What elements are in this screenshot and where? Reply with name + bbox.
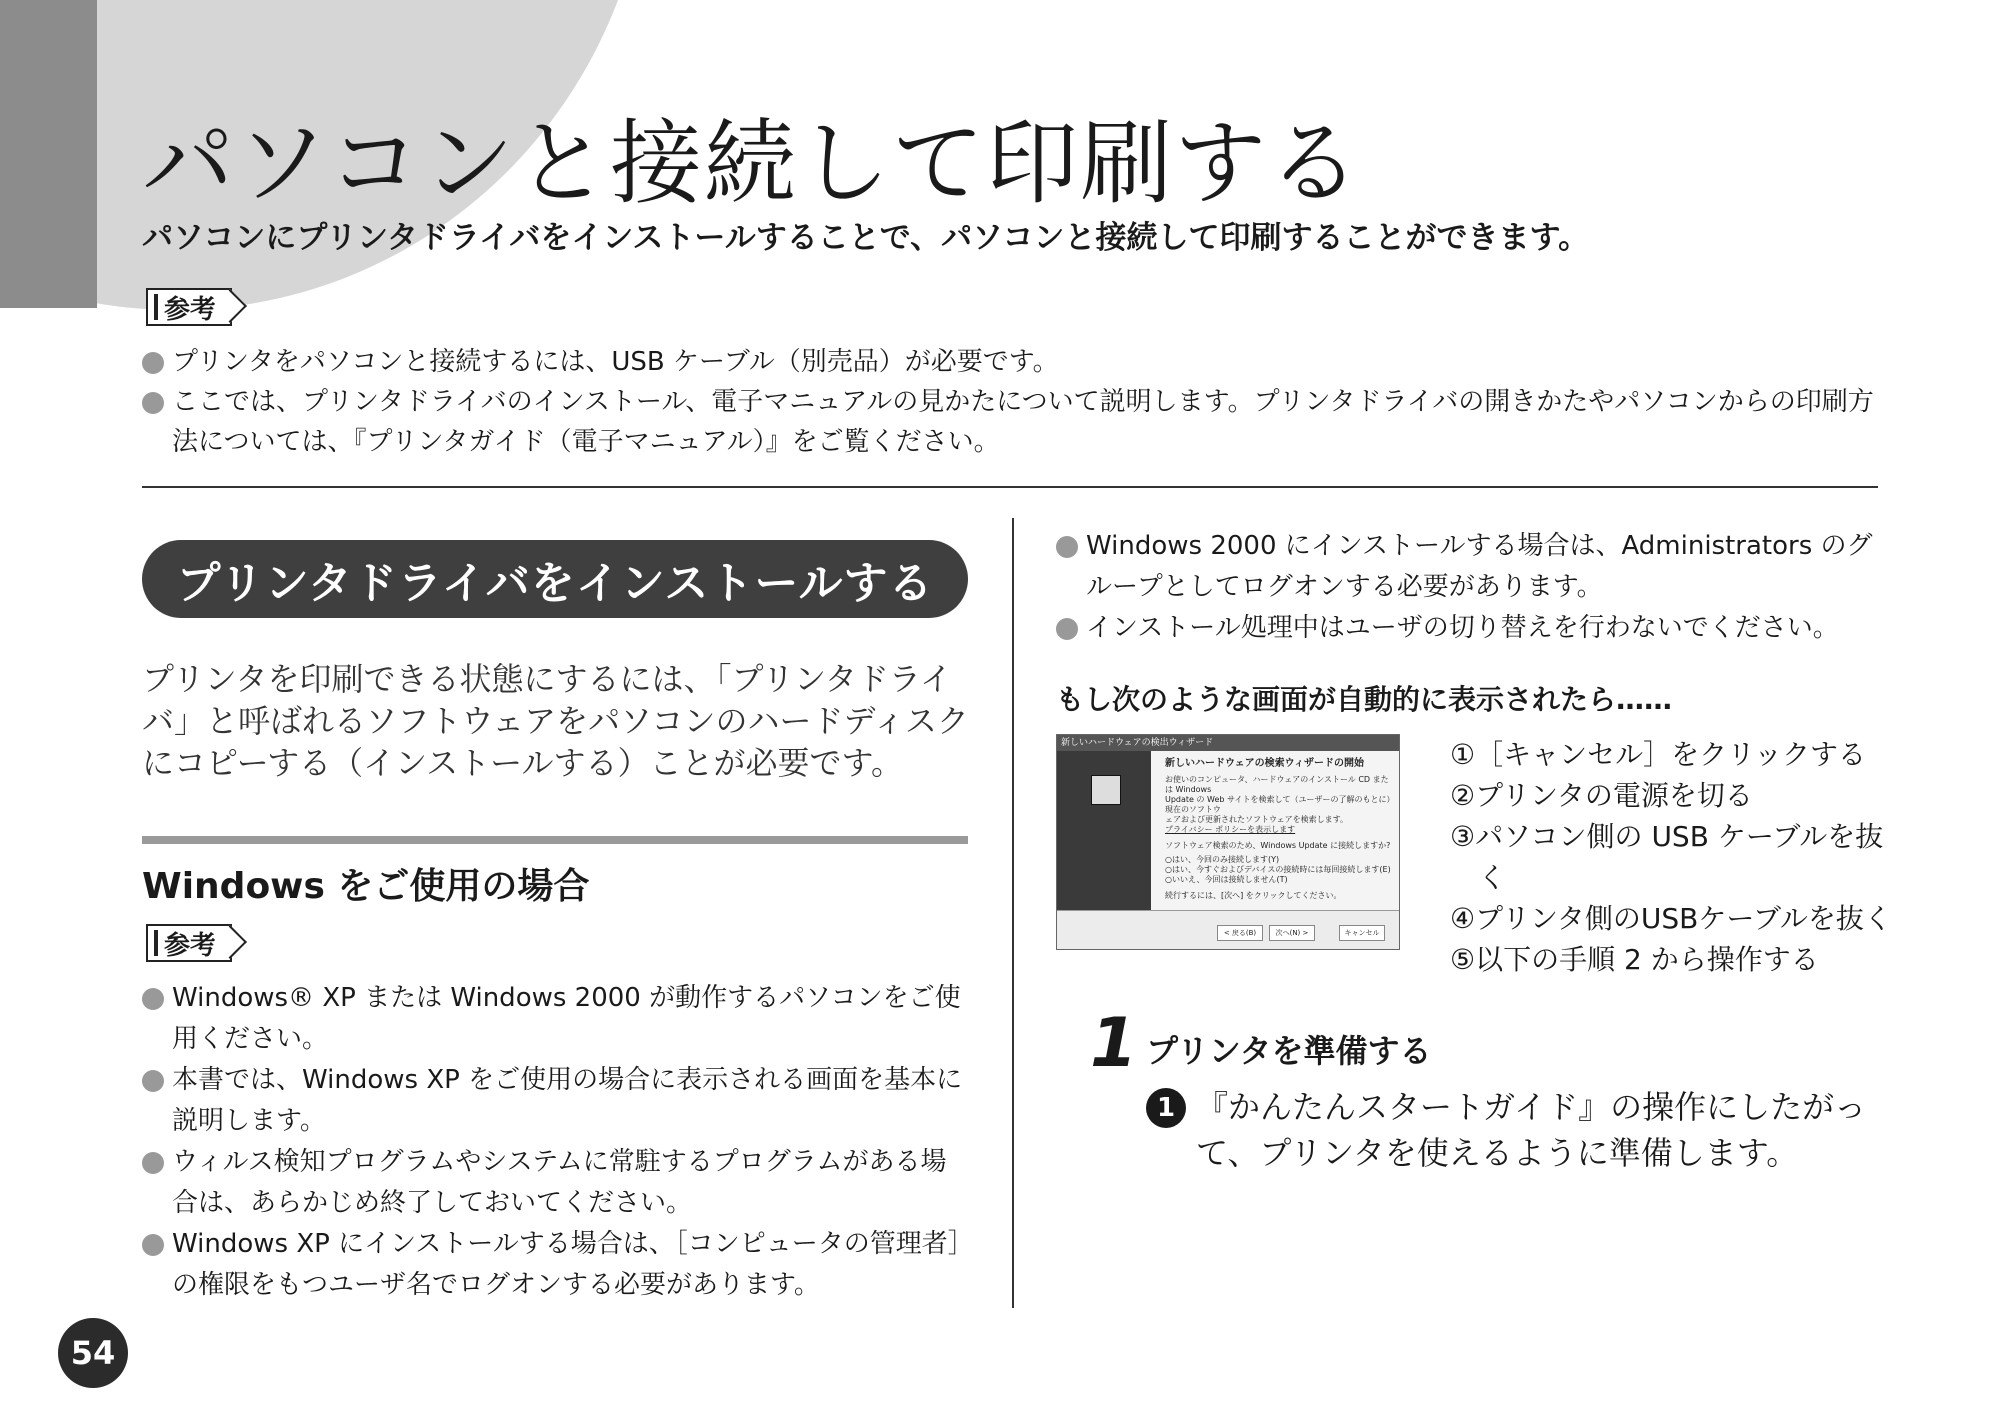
- wizard-radio-option[interactable]: ○いいえ、今回は接続しません(T): [1165, 875, 1288, 884]
- bullet-icon: [1056, 618, 1078, 640]
- column-divider: [1012, 518, 1014, 1308]
- wizard-link[interactable]: プライバシー ポリシーを表示します: [1165, 825, 1296, 834]
- windows-heading: Windows をご使用の場合: [142, 866, 590, 907]
- list-item: ⑤以下の手順 2 から操作する: [1450, 943, 1819, 976]
- step-title: プリンタを準備する: [1146, 1032, 1432, 1070]
- substep-number: 1: [1146, 1088, 1186, 1128]
- list-item: ②プリンタの電源を切る: [1450, 779, 1753, 812]
- wizard-text: ェアおよび更新されたソフトウェアを検索します。: [1165, 815, 1349, 824]
- right-notes-list: [1056, 526, 1882, 649]
- list-item: く: [1450, 861, 1507, 894]
- reference-label: 参考: [164, 930, 217, 961]
- subsection-rule: [142, 836, 968, 844]
- wizard-text: ソフトウェア検索のため、Windows Update に接続しますか?: [1165, 841, 1391, 850]
- wizard-body: [1165, 759, 1391, 901]
- hardware-icon: [1091, 775, 1121, 805]
- horizontal-divider: [142, 486, 1878, 488]
- next-button[interactable]: 次へ(N) >: [1269, 925, 1315, 941]
- list-item: Windows 2000 にインストールする場合は、Administrators のグループとしてログオンする必要があります。: [1056, 526, 1882, 608]
- section-title: プリンタドライバをインストールする: [142, 540, 968, 618]
- list-item: 本書では、Windows XP をご使用の場合に表示される画面を基本に説明します。: [142, 1060, 972, 1142]
- wizard-button-bar: [1057, 910, 1399, 949]
- page-subtitle: パソコンにプリンタドライバをインストールすることで、パソコンと接続して印刷することができます。: [142, 220, 1590, 256]
- bullet-icon: [142, 1070, 164, 1092]
- decorative-corner-bar: [0, 0, 97, 308]
- reference-badge: [146, 924, 232, 962]
- bullet-icon: [142, 352, 164, 374]
- list-item: Windows XP にインストールする場合は、［コンピュータの管理者］の権限をもつユーザ名でログオンする必要があります。: [142, 1224, 972, 1306]
- list-item: ウィルス検知プログラムやシステムに常駐するプログラムがある場合は、あらかじめ終了しておいてください。: [142, 1142, 972, 1224]
- list-item: ③パソコン側の USB ケーブルを抜: [1450, 820, 1884, 853]
- auto-screen-heading: もし次のような画面が自動的に表示されたら……: [1056, 683, 1673, 716]
- wizard-screenshot: [1056, 734, 1400, 950]
- wizard-text: 続行するには、[次へ] をクリックしてください。: [1165, 891, 1342, 900]
- wizard-radio-option[interactable]: ○はい、今回のみ接続します(Y): [1165, 855, 1280, 864]
- step-number: 1: [1090, 1004, 1138, 1083]
- windows-notes-list: [142, 978, 972, 1306]
- list-item: ④プリンタ側のUSBケーブルを抜く: [1450, 902, 1892, 935]
- substep-text: 『かんたんスタートガイド』の操作にしたがって、プリンタを使えるように準備します。: [1196, 1088, 1867, 1172]
- bullet-icon: [142, 1152, 164, 1174]
- page-number: 54: [58, 1318, 128, 1388]
- reference-label: 参考: [164, 294, 217, 325]
- bullet-icon: [142, 1234, 164, 1256]
- list-item: ここでは、プリンタドライバのインストール、電子マニュアルの見かたについて説明します。プリンタドライバの開きかたやパソコンからの印刷方法については、『プリンタガイド（電子マニュアル）』をご覧ください。: [142, 382, 1882, 462]
- bullet-icon: [142, 392, 164, 414]
- list-item: Windows® XP または Windows 2000 が動作するパソコンをご使用ください。: [142, 978, 972, 1060]
- wizard-text: お使いのコンピュータ、ハードウェアのインストール CD または Windows: [1165, 775, 1389, 794]
- cancel-button[interactable]: キャンセル: [1339, 925, 1385, 941]
- wizard-text: Update の Web サイトを検索して（ユーザーの了解のもとに）現在のソフトウ: [1165, 795, 1391, 814]
- cancel-steps-list: [1450, 734, 1890, 980]
- wizard-title: 新しいハードウェアの検索ウィザードの開始: [1165, 758, 1364, 769]
- page-title: パソコンと接続して印刷する: [142, 110, 1363, 217]
- bullet-icon: [142, 988, 164, 1010]
- back-button[interactable]: < 戻る(B): [1217, 925, 1263, 941]
- wizard-sidebar: [1057, 751, 1151, 911]
- section-intro: プリンタを印刷できる状態にするには、「プリンタドライバ」と呼ばれるソフトウェアをパソコンのハードディスクにコピーする（インストールする）ことが必要です。: [142, 660, 969, 782]
- list-item: インストール処理中はユーザの切り替えを行わないでください。: [1056, 608, 1882, 649]
- reference-badge: [146, 288, 232, 326]
- list-item: プリンタをパソコンと接続するには、USB ケーブル（別売品）が必要です。: [142, 342, 1882, 382]
- bullet-icon: [1056, 536, 1078, 558]
- wizard-radio-option[interactable]: ○はい、今すぐおよびデバイスの接続時には毎回接続します(E): [1165, 865, 1391, 874]
- top-notes-list: [142, 342, 1882, 462]
- list-item: ①［キャンセル］をクリックする: [1450, 738, 1866, 771]
- wizard-titlebar: 新しいハードウェアの検出ウィザード: [1057, 735, 1399, 751]
